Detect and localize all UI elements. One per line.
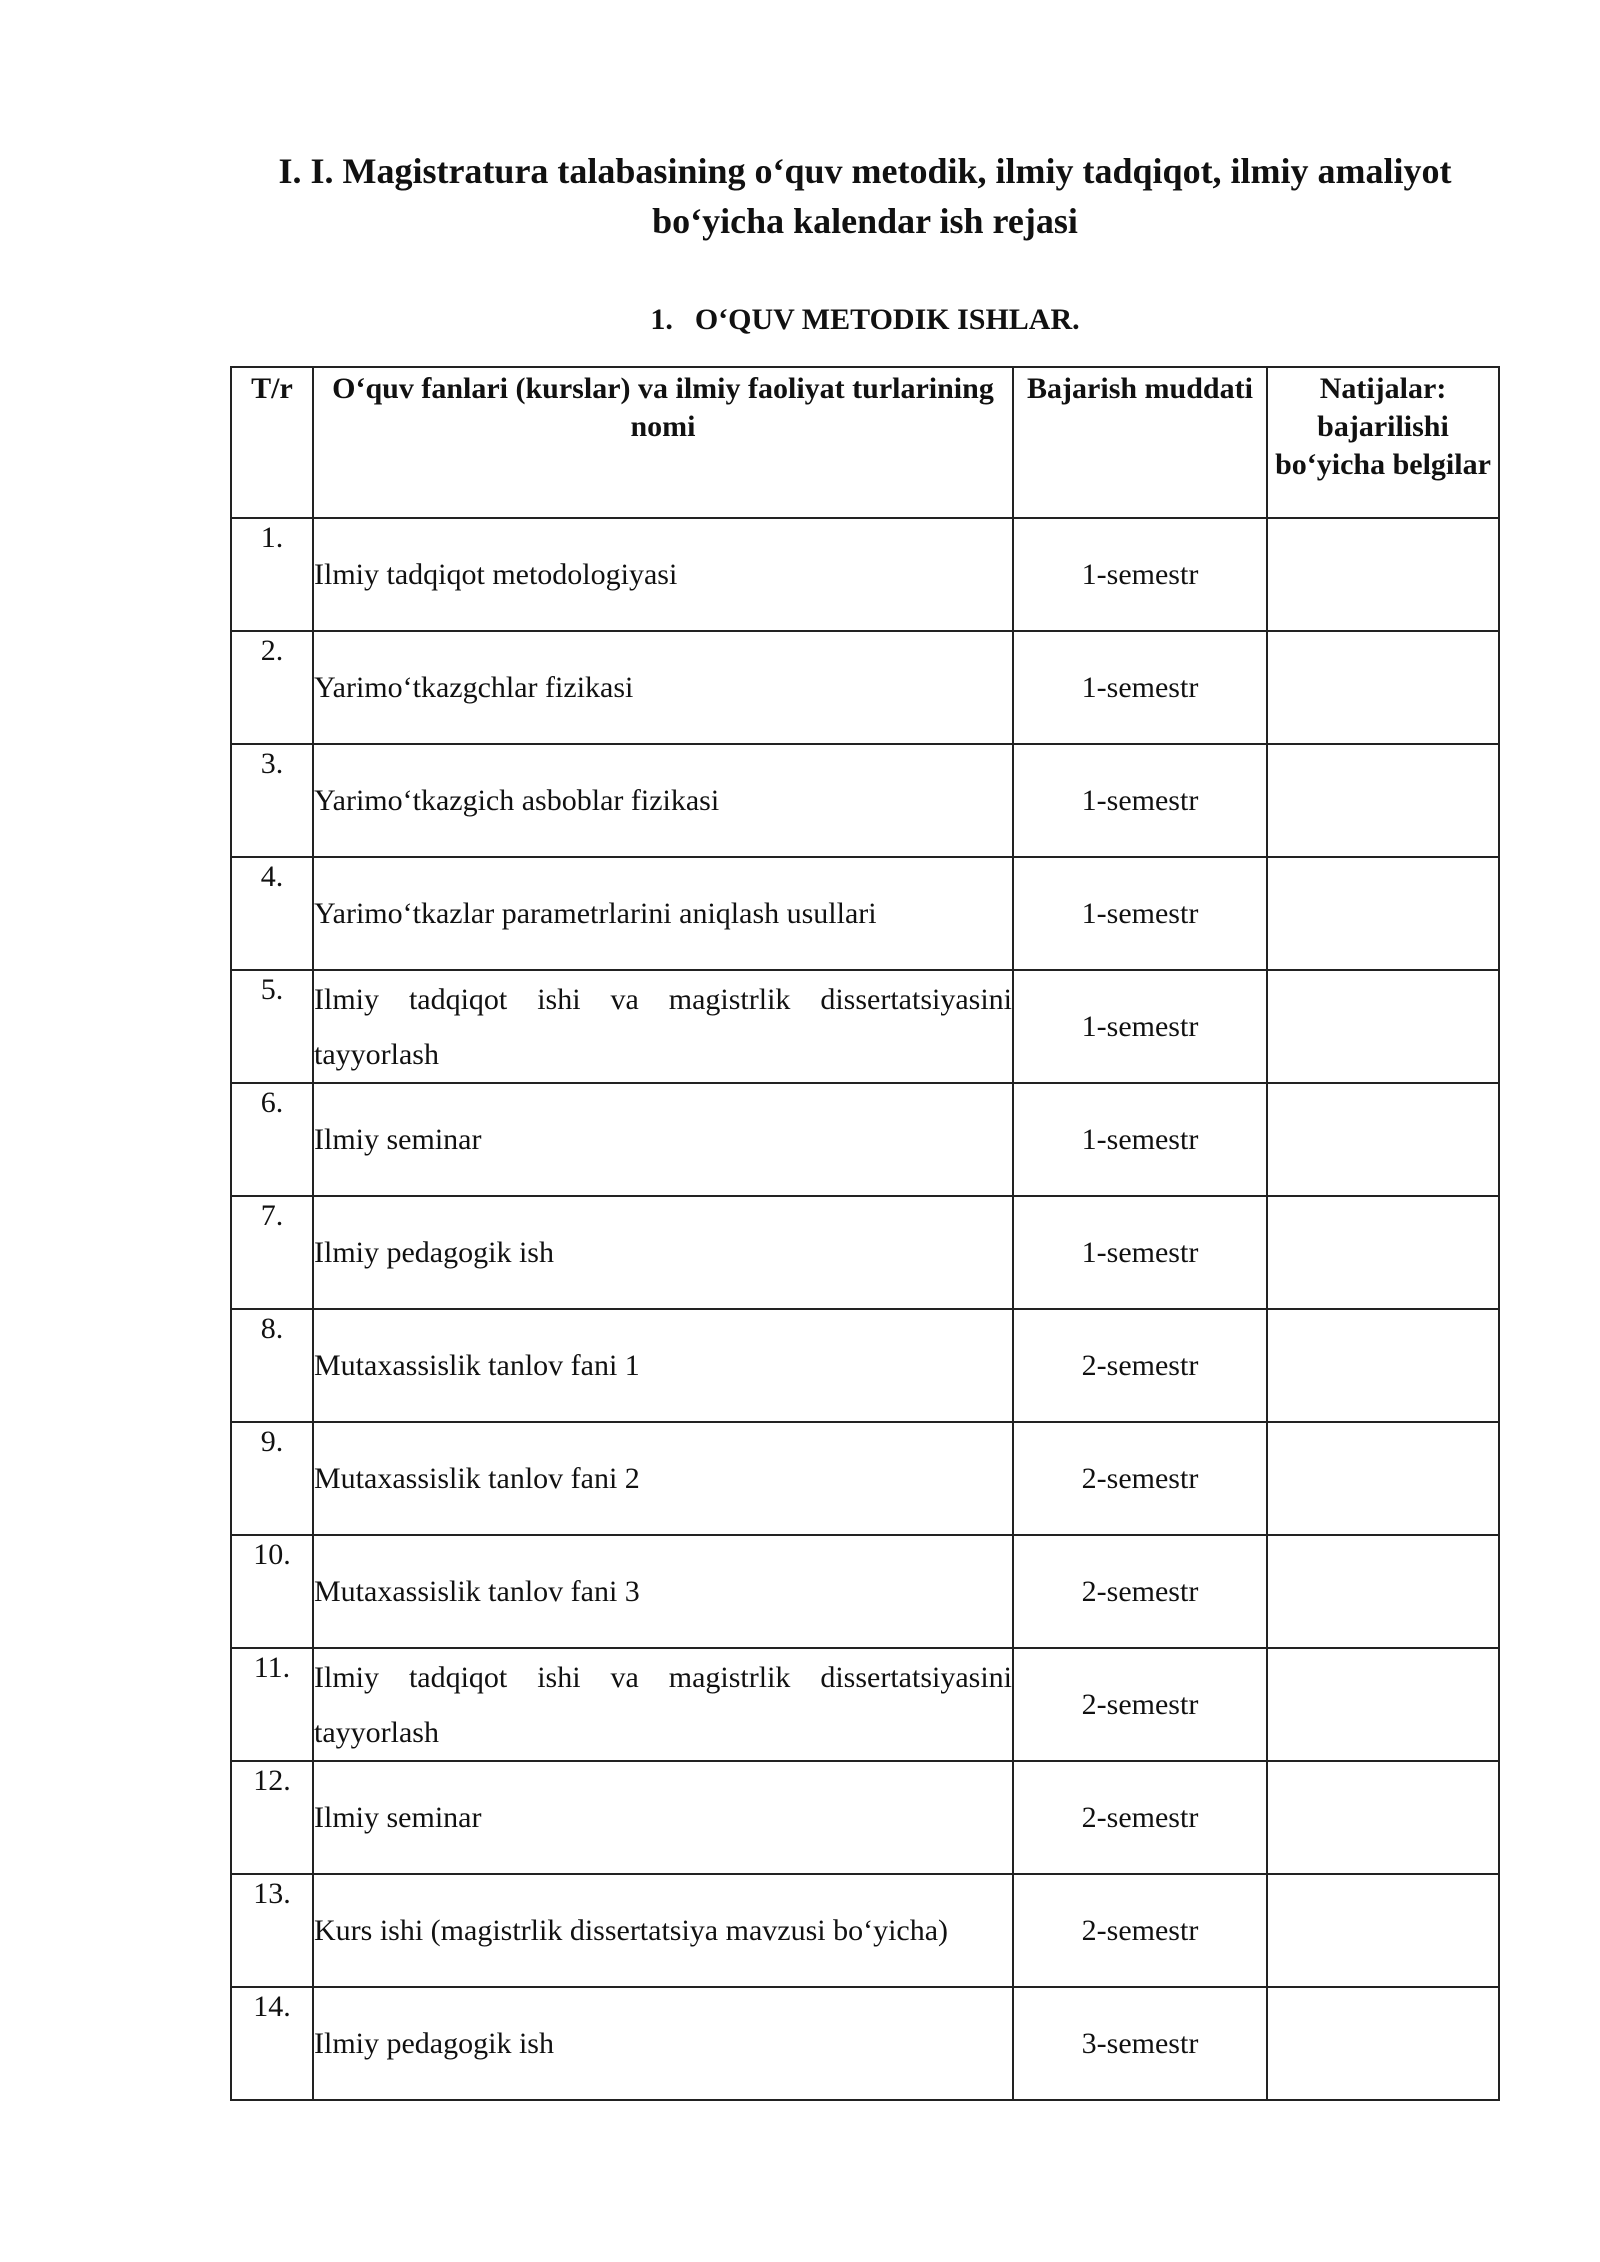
course-name: Yarimo‘tkazlar parametrlarini aniqlash usullari [313,857,1013,970]
deadline: 1-semestr [1013,631,1267,744]
header-course-name: O‘quv fanlari (kurslar) va ilmiy faoliyat turlarining nomi [313,367,1013,518]
result-cell [1267,1648,1499,1761]
course-name: Kurs ishi (magistrlik dissertatsiya mavzusi bo‘yicha) [313,1874,1013,1987]
row-number: 9. [231,1422,313,1535]
row-number: 12. [231,1761,313,1874]
section-title: O‘QUV METODIK ISHLAR. [694,303,1080,336]
result-cell [1267,1987,1499,2100]
row-number: 10. [231,1535,313,1648]
table-header-row [231,367,1499,518]
result-cell [1267,970,1499,1083]
course-name: Mutaxassislik tanlov fani 1 [313,1309,1013,1422]
deadline: 2-semestr [1013,1648,1267,1761]
table-row [231,1196,1499,1309]
result-cell [1267,631,1499,744]
course-name: Ilmiy tadqiqot ishi va magistrlik dissertatsiyasini tayyorlash [313,1648,1013,1761]
table-row [231,1874,1499,1987]
course-name: Ilmiy pedagogik ish [313,1196,1013,1309]
result-cell [1267,1874,1499,1987]
result-cell [1267,1422,1499,1535]
table-row [231,970,1499,1083]
table-row [231,1309,1499,1422]
course-name: Ilmiy tadqiqot metodologiyasi [313,518,1013,631]
course-name: Yarimo‘tkazgich asboblar fizikasi [313,744,1013,857]
result-cell [1267,1535,1499,1648]
deadline: 1-semestr [1013,857,1267,970]
row-number: 1. [231,518,313,631]
result-cell [1267,1196,1499,1309]
course-name: Mutaxassislik tanlov fani 2 [313,1422,1013,1535]
deadline: 2-semestr [1013,1535,1267,1648]
course-name: Ilmiy seminar [313,1083,1013,1196]
deadline: 2-semestr [1013,1422,1267,1535]
deadline: 2-semestr [1013,1874,1267,1987]
row-number: 4. [231,857,313,970]
row-number: 13. [231,1874,313,1987]
page-title: I. I. Magistratura talabasining o‘quv metodik, ilmiy tadqiqot, ilmiy amaliyot bo‘yicha kalendar ish rejasi [278,151,1452,241]
work-plan-table [230,366,1500,2101]
section-heading [0,300,1600,340]
deadline: 3-semestr [1013,1987,1267,2100]
result-cell [1267,1083,1499,1196]
table-row [231,518,1499,631]
table-row [231,1535,1499,1648]
course-name: Ilmiy tadqiqot ishi va magistrlik dissertatsiyasini tayyorlash [313,970,1013,1083]
header-deadline: Bajarish muddati [1013,367,1267,518]
deadline: 1-semestr [1013,1196,1267,1309]
deadline: 1-semestr [1013,744,1267,857]
row-number: 3. [231,744,313,857]
result-cell [1267,1761,1499,1874]
row-number: 6. [231,1083,313,1196]
table-row [231,857,1499,970]
row-number: 5. [231,970,313,1083]
result-cell [1267,744,1499,857]
result-cell [1267,518,1499,631]
course-name: Ilmiy seminar [313,1761,1013,1874]
deadline: 1-semestr [1013,970,1267,1083]
deadline: 2-semestr [1013,1761,1267,1874]
row-number: 14. [231,1987,313,2100]
header-number: T/r [231,367,313,518]
row-number: 7. [231,1196,313,1309]
table-row [231,744,1499,857]
course-name: Yarimo‘tkazgchlar fizikasi [313,631,1013,744]
deadline: 1-semestr [1013,518,1267,631]
deadline: 1-semestr [1013,1083,1267,1196]
course-name: Ilmiy pedagogik ish [313,1987,1013,2100]
row-number: 2. [231,631,313,744]
row-number: 11. [231,1648,313,1761]
table-row [231,631,1499,744]
header-results: Natijalar: bajarilishi bo‘yicha belgilar [1267,367,1499,518]
table-row [231,1987,1499,2100]
table-row [231,1761,1499,1874]
section-number: 1. [650,303,673,336]
table-row [231,1648,1499,1761]
result-cell [1267,857,1499,970]
course-name: Mutaxassislik tanlov fani 3 [313,1535,1013,1648]
row-number: 8. [231,1309,313,1422]
deadline: 2-semestr [1013,1309,1267,1422]
table-row [231,1083,1499,1196]
table-row [231,1422,1499,1535]
table-body [231,518,1499,2100]
result-cell [1267,1309,1499,1422]
